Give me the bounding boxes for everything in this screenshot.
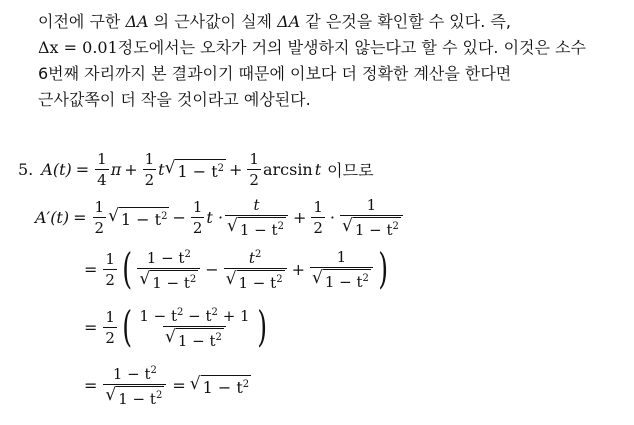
square-root: √ $1 - t^2$ <box>311 267 369 291</box>
equals-sign: = <box>84 375 98 395</box>
left-paren: ( <box>122 302 133 351</box>
var-t: t <box>158 160 165 179</box>
equals-sign: = <box>73 208 87 227</box>
fraction: $\frac{1}{2}$ <box>105 249 115 289</box>
minus-sign: − <box>172 208 186 227</box>
radical-icon: √ <box>311 267 323 288</box>
math-delta-a: ΔA <box>277 12 301 31</box>
radical-icon: √ <box>227 216 238 236</box>
fraction: t √ $1 - t^2$ <box>225 196 288 239</box>
eq-lhs: A′(t) <box>35 208 70 227</box>
equals-sign: = <box>75 160 90 179</box>
arcsin-function: arcsin <box>262 160 313 179</box>
square-root: √ $1 - t^2$ <box>139 269 197 292</box>
fraction: 1 √ $1 - t^2$ <box>340 196 403 239</box>
equation-2 <box>35 196 405 239</box>
fraction: $\frac{1}{2}$ <box>192 198 203 237</box>
radical-icon: √ <box>108 206 119 226</box>
paragraph-line-3: 6번째 자리까지 본 결과이기 때문에 이보다 더 정확한 계산을 한다면 <box>38 64 512 83</box>
radical-icon: √ <box>341 216 353 236</box>
plus-sign: + <box>124 160 138 179</box>
radical-icon: √ <box>165 327 176 347</box>
paragraph-line-4: 근사값쪽이 더 작을 것이라고 예상된다. <box>38 90 311 109</box>
plus-sign: + <box>292 208 307 227</box>
equals-sign: = <box>84 317 98 337</box>
eq-lhs: A(t) <box>41 160 72 179</box>
left-paren: ( <box>122 244 133 293</box>
fraction: $\frac{1}{2}$ <box>94 198 105 237</box>
problem-number: 5. <box>18 160 34 179</box>
square-root: √ $1 - t^2$ <box>165 327 222 350</box>
equation-1 <box>18 150 374 189</box>
text-segment: 의 근사값이 실제 <box>148 12 278 31</box>
right-paren: ) <box>378 244 388 293</box>
square-root: √ $1 - t^2$ <box>341 216 399 239</box>
paragraph-line-2 <box>38 35 628 61</box>
fraction: $t^2$ √ $1 - t^2$ <box>224 246 287 292</box>
text-segment: 같 은것을 확인할 수 있다. 즉, <box>300 12 511 31</box>
paragraph-line-1 <box>38 9 628 35</box>
dot-operator: · <box>329 208 335 227</box>
equals-sign: = <box>84 259 98 279</box>
math-delta-a: ΔA <box>125 12 149 31</box>
var-t-dot: t · <box>206 208 224 227</box>
text-suffix: 이므로 <box>327 161 374 180</box>
pi-symbol: π <box>110 160 122 179</box>
var-t: t <box>314 160 322 179</box>
equation-3 <box>80 246 391 292</box>
fraction: $1 - t^2 - t^2 + 1$ √ $1 - t^2$ <box>139 307 250 350</box>
radical-icon: √ <box>105 385 117 405</box>
fraction: $1 - t^2$ √ $1 - t^2$ <box>137 246 200 292</box>
fraction: $1 - t^2$ √ $1 - t^2$ <box>103 362 166 408</box>
minus-sign: − <box>205 259 219 279</box>
square-root: √ $1 - t^2$ <box>225 269 283 292</box>
text-segment: 정도에서는 오차가 거의 발생하지 않는다고 할 수 있다. 이것은 소수 <box>117 38 586 57</box>
equation-4 <box>80 304 270 350</box>
equals-sign: = <box>172 375 186 395</box>
radical-icon: √ <box>189 373 201 394</box>
plus-sign: + <box>291 259 305 279</box>
radical-icon: √ <box>225 269 237 289</box>
square-root: √ $1 - t^2$ <box>108 206 168 229</box>
square-root: √ $1 - t^2$ <box>164 158 224 181</box>
explanation-paragraph <box>38 9 628 113</box>
square-root: √ $1 - t^2$ <box>227 216 284 239</box>
fraction: $\frac{1}{2}$ <box>144 150 155 189</box>
plus-sign: + <box>229 160 243 179</box>
square-root: √ $1 - t^2$ <box>105 385 163 408</box>
fraction: $\frac{1}{2}$ <box>105 307 115 347</box>
fraction: $\frac{1}{4}$ <box>97 150 107 189</box>
math-delta-x: Δx = 0.01 <box>38 38 118 57</box>
radical-icon: √ <box>139 269 151 289</box>
text-segment: 이전에 구한 <box>38 12 126 31</box>
equation-5 <box>80 362 251 408</box>
square-root: √ $1 - t^2$ <box>189 373 250 397</box>
radical-icon: √ <box>164 158 176 178</box>
right-paren: ) <box>256 302 267 351</box>
fraction: $\frac{1}{2}$ <box>313 198 323 237</box>
fraction: $\frac{1}{2}$ <box>249 150 259 189</box>
fraction: 1 √ $1 - t^2$ <box>310 248 373 291</box>
